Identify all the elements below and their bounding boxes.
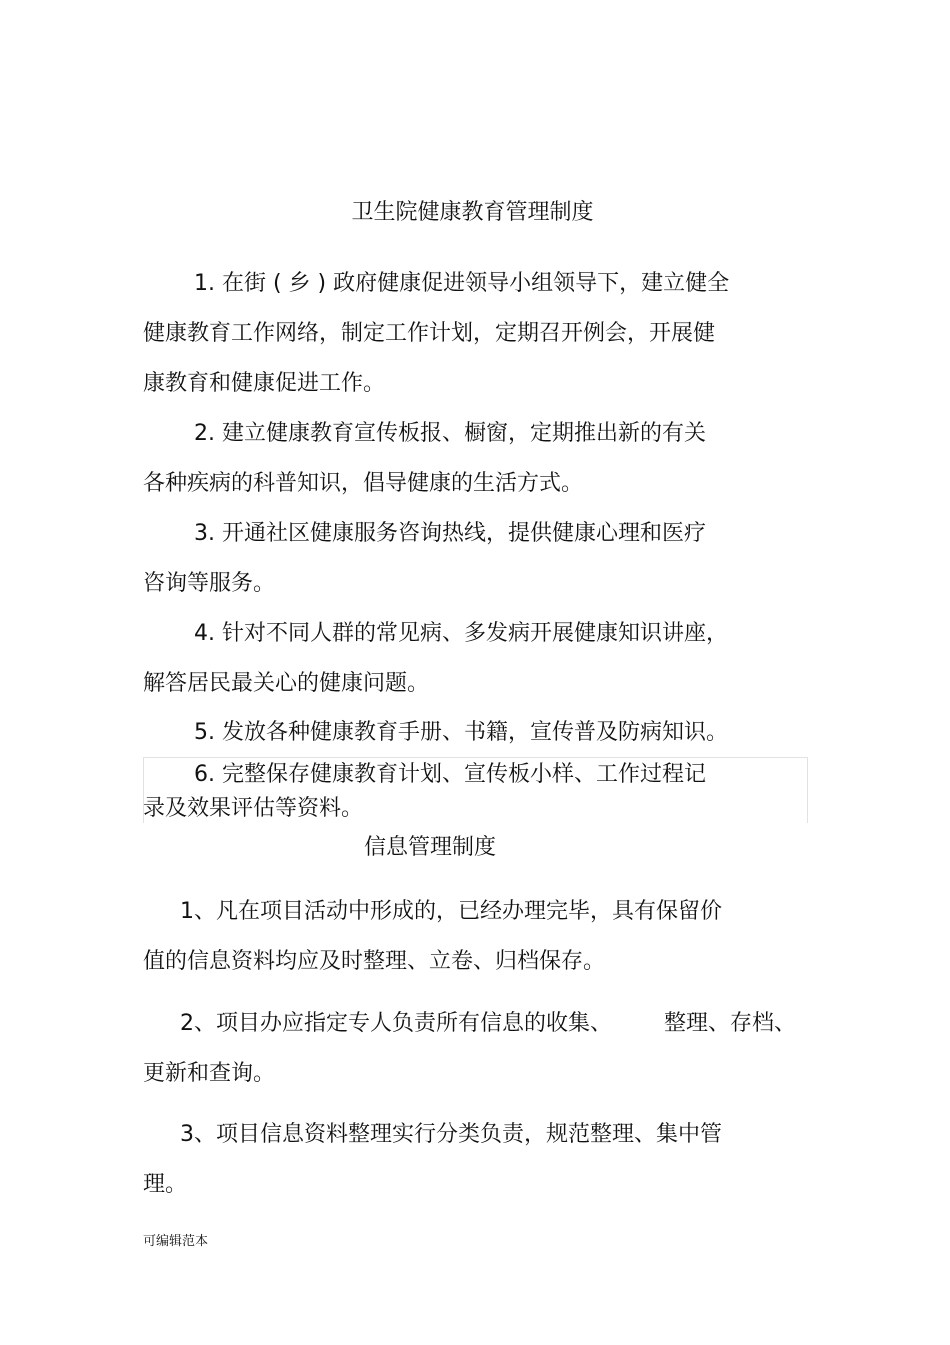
- section2-title: 信息管理制度: [363, 835, 496, 860]
- s1-item2-line2: 各种疾病的科普知识，倡导健康的生活方式。: [143, 471, 584, 496]
- s2-item3-line2: 理。: [143, 1172, 188, 1197]
- s2-item2-line1-part2: 整理、存档、: [664, 1011, 797, 1036]
- s2-item2-line2: 更新和查询。: [143, 1061, 276, 1086]
- s2-item1-line1: 1、凡在项目活动中形成的，已经办理完毕，具有保留价: [180, 899, 722, 924]
- s1-item6-line2: 录及效果评估等资料。: [143, 796, 364, 821]
- s1-item5-line1: 5. 发放各种健康教育手册、书籍，宣传普及防病知识。: [194, 720, 728, 745]
- s1-item1-line2: 健康教育工作网络，制定工作计划，定期召开例会，开展健: [143, 321, 716, 346]
- s2-item3-line1: 3、项目信息资料整理实行分类负责，规范整理、集中管: [180, 1122, 722, 1147]
- s1-item1-line3: 康教育和健康促进工作。: [143, 371, 386, 396]
- footer-label: 可编辑范本: [143, 1234, 209, 1249]
- s1-item1-line1: 1. 在街 ( 乡 ) 政府健康促进领导小组领导下，建立健全: [194, 271, 730, 296]
- section1-title: 卫生院健康教育管理制度: [351, 200, 594, 225]
- s2-item1-line2: 值的信息资料均应及时整理、立卷、归档保存。: [143, 949, 606, 974]
- s1-item6-line1: 6. 完整保存健康教育计划、宣传板小样、工作过程记: [194, 762, 706, 787]
- s1-item4-line1: 4. 针对不同人群的常见病、多发病开展健康知识讲座，: [194, 621, 728, 646]
- s1-item2-line1: 2. 建立健康教育宣传板报、橱窗，定期推出新的有关: [194, 421, 706, 446]
- s2-item2-line1-part1: 2、项目办应指定专人负责所有信息的收集、: [180, 1011, 612, 1036]
- s1-item3-line2: 咨询等服务。: [143, 571, 276, 596]
- s2-item2-line1: [180, 1010, 796, 1038]
- s1-item3-line1: 3. 开通社区健康服务咨询热线，提供健康心理和医疗: [194, 521, 706, 546]
- s1-item4-line2: 解答居民最关心的健康问题。: [143, 671, 430, 696]
